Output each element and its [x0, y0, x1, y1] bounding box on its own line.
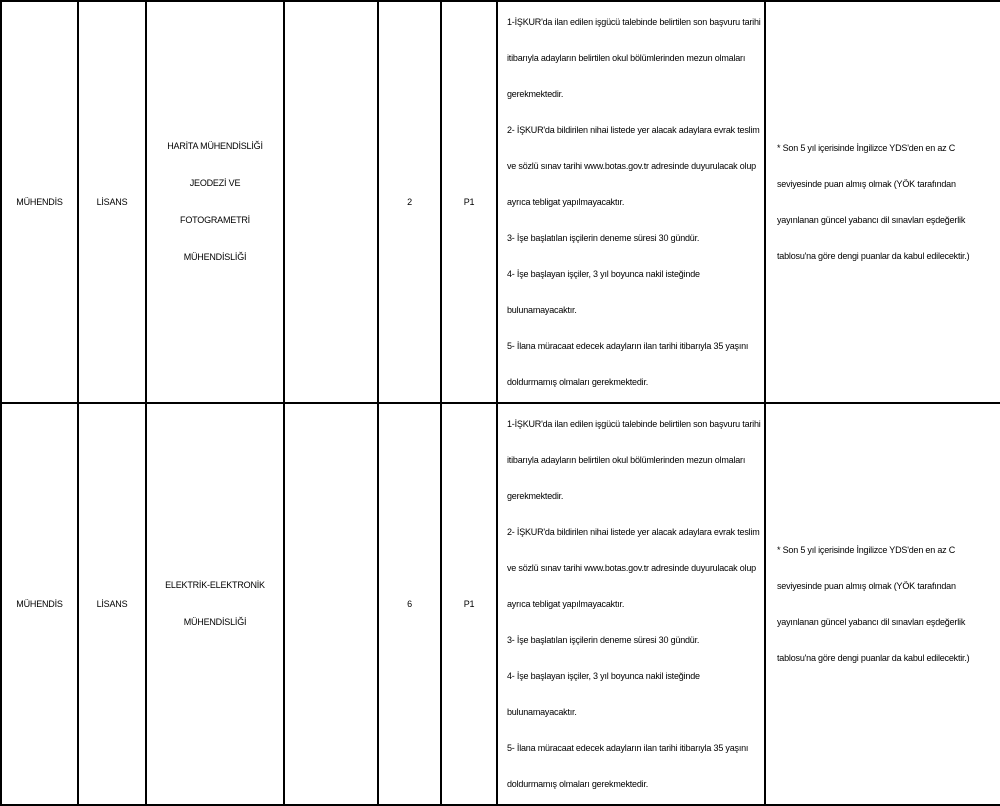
note-line: 4- İşe başlayan işçiler, 3 yıl boyunca nakil isteğinde: [507, 269, 700, 279]
blank-cell: [284, 1, 378, 403]
department-cell: [146, 403, 284, 805]
note-line: gerekmektedir.: [507, 89, 564, 99]
note-line: ve sözlü sınav tarihi www.botas.gov.tr adresinde duyurulacak olup: [507, 563, 756, 573]
department-cell: [146, 1, 284, 403]
department-line: MÜHENDİSLİĞİ: [183, 617, 247, 627]
note-line: ayrıca tebligat yapılmayacaktır.: [507, 599, 625, 609]
education-cell: LİSANS: [78, 403, 146, 805]
kpss-cell: P1: [441, 1, 497, 403]
note-line: 1-İŞKUR'da ilan edilen işgücü talebinde belirtilen son başvuru tarihi: [507, 17, 761, 27]
note-line: ayrıca tebligat yapılmayacaktır.: [507, 197, 625, 207]
department-line: MÜHENDİSLİĞİ: [183, 252, 247, 262]
position-cell: MÜHENDİS: [1, 403, 78, 805]
extra-line: * Son 5 yıl içerisinde İngilizce YDS'den en az C: [777, 545, 956, 555]
table-row: [1, 1, 1000, 403]
note-line: doldurmamış olmaları gerekmektedir.: [507, 779, 649, 789]
note-line: doldurmamış olmaları gerekmektedir.: [507, 377, 649, 387]
department-line: FOTOGRAMETRİ: [180, 215, 250, 225]
count-cell: 2: [378, 1, 441, 403]
extra-line: tablosu'na göre dengi puanlar da kabul edilecektir.): [777, 251, 970, 261]
extra-requirements-cell: [765, 1, 1000, 403]
extra-line: yayınlanan güncel yabancı dil sınavları eşdeğerlik: [777, 215, 966, 225]
extra-line: seviyesinde puan almış olmak (YÖK tarafından: [777, 581, 956, 591]
count-cell: 6: [378, 403, 441, 805]
note-line: 5- İlana müracaat edecek adayların ilan tarihi itibarıyla 35 yaşını: [507, 743, 749, 753]
note-line: itibarıyla adayların belirtilen okul bölümlerinden mezun olmaları: [507, 455, 746, 465]
extra-line: yayınlanan güncel yabancı dil sınavları eşdeğerlik: [777, 617, 966, 627]
department-line: HARİTA MÜHENDİSLİĞİ: [167, 141, 263, 151]
note-line: 3- İşe başlatılan işçilerin deneme süresi 30 gündür.: [507, 635, 700, 645]
note-line: 5- İlana müracaat edecek adayların ilan tarihi itibarıyla 35 yaşını: [507, 341, 749, 351]
extra-line: tablosu'na göre dengi puanlar da kabul edilecektir.): [777, 653, 970, 663]
note-line: 3- İşe başlatılan işçilerin deneme süresi 30 gündür.: [507, 233, 700, 243]
extra-line: * Son 5 yıl içerisinde İngilizce YDS'den en az C: [777, 143, 956, 153]
notes-cell: [497, 1, 765, 403]
extra-line: seviyesinde puan almış olmak (YÖK tarafından: [777, 179, 956, 189]
note-line: itibarıyla adayların belirtilen okul bölümlerinden mezun olmaları: [507, 53, 746, 63]
education-cell: LİSANS: [78, 1, 146, 403]
note-line: bulunamayacaktır.: [507, 305, 577, 315]
notes-cell: [497, 403, 765, 805]
note-line: ve sözlü sınav tarihi www.botas.gov.tr adresinde duyurulacak olup: [507, 161, 756, 171]
department-line: JEODEZİ VE: [189, 178, 241, 188]
note-line: 1-İŞKUR'da ilan edilen işgücü talebinde belirtilen son başvuru tarihi: [507, 419, 761, 429]
extra-requirements-cell: [765, 403, 1000, 805]
note-line: bulunamayacaktır.: [507, 707, 577, 717]
position-cell: MÜHENDİS: [1, 1, 78, 403]
note-line: 4- İşe başlayan işçiler, 3 yıl boyunca nakil isteğinde: [507, 671, 700, 681]
note-line: gerekmektedir.: [507, 491, 564, 501]
note-line: 2- İŞKUR'da bildirilen nihai listede yer alacak adaylara evrak teslim: [507, 125, 760, 135]
note-line: 2- İŞKUR'da bildirilen nihai listede yer alacak adaylara evrak teslim: [507, 527, 760, 537]
kpss-cell: P1: [441, 403, 497, 805]
table-row: [1, 403, 1000, 805]
department-line: ELEKTRİK-ELEKTRONİK: [165, 580, 265, 590]
blank-cell: [284, 403, 378, 805]
